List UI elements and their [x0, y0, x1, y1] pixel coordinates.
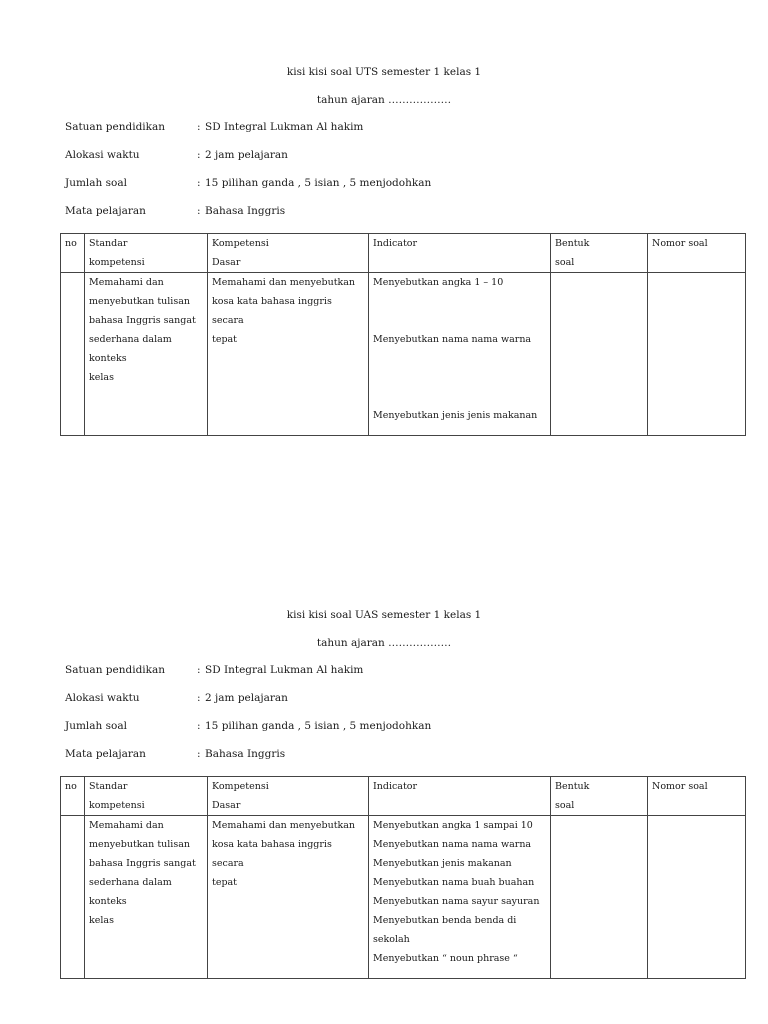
info-label: Satuan pendidikan: [65, 121, 166, 133]
indicator-line: Menyebutkan benda benda di sekolah: [373, 915, 517, 945]
header-nomor-soal: Nomor soal: [648, 777, 746, 816]
info-colon: :: [197, 664, 201, 676]
info-label: Jumlah soal: [65, 177, 127, 189]
cell-line: menyebutkan tulisan: [89, 296, 190, 307]
cell-line: Memahami dan menyebutkan: [212, 277, 356, 288]
info-value: Bahasa Inggris: [205, 748, 286, 760]
header-line: kompetensi: [89, 800, 145, 811]
info-label: Satuan pendidikan: [65, 664, 166, 676]
indicator-line: Menyebutkan nama nama warna: [373, 334, 532, 345]
uas-title: kisi kisi soal UAS semester 1 kelas 1: [286, 609, 482, 621]
header-line: Kompetensi: [212, 238, 269, 249]
header-bentuk-soal: [551, 234, 648, 273]
indicator-line: Menyebutkan jenis jenis makanan: [373, 410, 538, 421]
header-standar-kompetensi: [85, 234, 208, 273]
cell-bentuk-soal: [551, 273, 648, 436]
indicator-line: Menyebutkan angka 1 – 10: [373, 277, 504, 288]
cell-line: kelas: [89, 372, 114, 383]
info-colon: :: [197, 692, 201, 704]
header-line: Dasar: [212, 800, 241, 811]
cell-indicator: [369, 273, 551, 436]
cell-line: tepat: [212, 334, 238, 345]
info-colon: :: [197, 149, 201, 161]
header-indicator: Indicator: [369, 234, 551, 273]
header-indicator: Indicator: [369, 777, 551, 816]
header-nomor-soal: Nomor soal: [648, 234, 746, 273]
info-value: SD Integral Lukman Al hakim: [205, 664, 364, 676]
spacer: [373, 292, 546, 330]
info-value: 2 jam pelajaran: [205, 149, 288, 161]
uts-title: kisi kisi soal UTS semester 1 kelas 1: [286, 66, 482, 78]
header-line: soal: [555, 800, 575, 811]
info-colon: :: [197, 205, 201, 217]
indicator-line: Menyebutkan angka 1 sampai 10: [373, 820, 533, 831]
table-header-row: [61, 777, 746, 816]
info-value: Bahasa Inggris: [205, 205, 286, 217]
indicator-line: Menyebutkan nama nama warna: [373, 839, 532, 850]
cell-line: tepat: [212, 877, 238, 888]
info-label: Mata pelajaran: [65, 748, 146, 760]
cell-line: sederhana dalam konteks: [89, 877, 172, 907]
info-label: Alokasi waktu: [65, 692, 140, 704]
cell-nomor-soal: [648, 273, 746, 436]
table-row: [61, 273, 746, 436]
uts-grid-table: [60, 233, 746, 436]
header-bentuk-soal: [551, 777, 648, 816]
header-line: Bentuk: [555, 781, 590, 792]
cell-line: sederhana dalam konteks: [89, 334, 172, 364]
header-line: Standar: [89, 238, 128, 249]
info-value: 15 pilihan ganda , 5 isian , 5 menjodohkan: [205, 177, 432, 189]
cell-nomor-soal: [648, 816, 746, 979]
cell-line: kelas: [89, 915, 114, 926]
cell-line: bahasa Inggris sangat: [89, 858, 196, 869]
uas-grid-table: [60, 776, 746, 979]
spacer: [373, 349, 546, 406]
cell-line: Memahami dan menyebutkan: [212, 820, 356, 831]
info-label: Jumlah soal: [65, 720, 127, 732]
cell-bentuk-soal: [551, 816, 648, 979]
header-kompetensi-dasar: [208, 234, 369, 273]
info-value: 2 jam pelajaran: [205, 692, 288, 704]
cell-line: bahasa Inggris sangat: [89, 315, 196, 326]
indicator-line: Menyebutkan “ noun phrase “: [373, 953, 518, 964]
header-no: no: [61, 777, 85, 816]
cell-no: [61, 273, 85, 436]
uas-school-year: tahun ajaran ………………: [316, 637, 452, 649]
info-colon: :: [197, 720, 201, 732]
indicator-line: Menyebutkan nama sayur sayuran: [373, 896, 540, 907]
cell-no: [61, 816, 85, 979]
cell-indicator: [369, 816, 551, 979]
cell-line: Memahami dan: [89, 277, 164, 288]
info-value: SD Integral Lukman Al hakim: [205, 121, 364, 133]
header-line: Bentuk: [555, 238, 590, 249]
indicator-line: Menyebutkan nama buah buahan: [373, 877, 535, 888]
info-colon: :: [197, 177, 201, 189]
cell-line: kosa kata bahasa inggris secara: [212, 296, 332, 326]
header-line: soal: [555, 257, 575, 268]
header-standar-kompetensi: [85, 777, 208, 816]
info-label: Alokasi waktu: [65, 149, 140, 161]
cell-line: kosa kata bahasa inggris secara: [212, 839, 332, 869]
info-colon: :: [197, 748, 201, 760]
header-line: Standar: [89, 781, 128, 792]
table-header-row: [61, 234, 746, 273]
cell-kompetensi-dasar: [208, 273, 369, 436]
cell-line: menyebutkan tulisan: [89, 839, 190, 850]
info-colon: :: [197, 121, 201, 133]
header-kompetensi-dasar: [208, 777, 369, 816]
info-label: Mata pelajaran: [65, 205, 146, 217]
uts-school-year: tahun ajaran ………………: [316, 94, 452, 106]
info-value: 15 pilihan ganda , 5 isian , 5 menjodohkan: [205, 720, 432, 732]
header-line: Dasar: [212, 257, 241, 268]
cell-standar-kompetensi: [85, 273, 208, 436]
cell-line: Memahami dan: [89, 820, 164, 831]
header-line: kompetensi: [89, 257, 145, 268]
cell-kompetensi-dasar: [208, 816, 369, 979]
cell-standar-kompetensi: [85, 816, 208, 979]
header-line: Kompetensi: [212, 781, 269, 792]
header-no: no: [61, 234, 85, 273]
indicator-line: Menyebutkan jenis makanan: [373, 858, 512, 869]
table-row: [61, 816, 746, 979]
